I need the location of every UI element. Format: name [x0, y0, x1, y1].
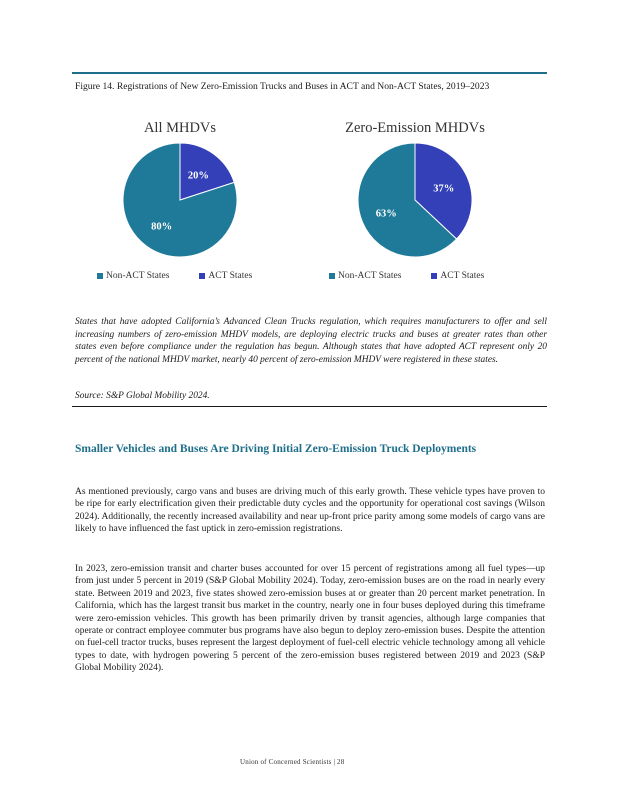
figure-source: Source: S&P Global Mobility 2024. — [75, 391, 210, 401]
pie1-group — [358, 143, 472, 257]
legend-item-non-act — [329, 271, 401, 281]
page-footer: Union of Concerned Scientists | 28 — [240, 758, 345, 766]
legend-label: ACT States — [440, 271, 485, 281]
legend-swatch-non-act — [97, 273, 103, 279]
legend-label: Non-ACT States — [106, 271, 170, 281]
chart-title-all-mhdvs: All MHDVs — [143, 120, 217, 136]
pie0-group — [123, 143, 237, 257]
legend-item-act — [199, 271, 252, 281]
pie-chart-all-mhdvs — [60, 138, 300, 268]
top-rule — [72, 72, 547, 74]
pie-data-label-act: 20% — [187, 170, 209, 182]
legend-label: ACT States — [208, 271, 253, 281]
chart-title-ze-mhdvs: Zero-Emission MHDVs — [345, 120, 485, 136]
section-heading: Smaller Vehicles and Buses Are Driving Initial Zero-Emission Truck Deployments — [75, 443, 477, 455]
pie-data-label-act: 37% — [433, 183, 455, 195]
legend-swatch-act — [199, 273, 205, 279]
paragraph-2: In 2023, zero-emission transit and charter buses accounted for over 15 percent of registrations among all fuel types—up from just under 5 percent in 2019 (S&P Global Mobility 2024). Today, zero-emission buses are on the road in nearly every state. Between 2019 and 2023, five states showed zero-emission buses at or greater than 20 percent market penetration. In California, which has the largest transit bus market in the country, nearly one in four buses deployed during this timeframe were zero-emission vehicles. This growth has been primarily driven by transit agencies, although large companies that operate or contract employee commuter bus programs have also begun to deploy zero-emission buses. Despite the attention on fuel-cell tractor trucks, buses represent the largest deployment of fuel-cell electric vehicle technology among all vehicle types to date, with hydrogen powering 5 percent of the zero-emission buses registered between 2019 and 2023 (S&P Global Mobility 2024). — [75, 564, 545, 674]
legend-swatch-act — [431, 273, 437, 279]
paragraph-1: As mentioned previously, cargo vans and buses are driving much of this early growth. These vehicle types have proven to be ripe for early electrification given their predictable duty cycles and the opportunity for operational cost savings (Wilson 2024). Additionally, the recently increased availability and near up-front price parity among some models of cargo vans are likely to have influenced the fast uptick in zero-emission registrations. — [75, 487, 545, 535]
section-rule — [72, 406, 547, 407]
legend-swatch-non-act — [329, 273, 335, 279]
legend-item-act — [431, 271, 484, 281]
legend-label: Non-ACT States — [338, 271, 402, 281]
figure-title: Figure 14. Registrations of New Zero-Emission Trucks and Buses in ACT and Non-ACT States, 2019–2023 — [75, 81, 490, 92]
pie-chart-ze-mhdvs — [295, 138, 535, 268]
pie-data-label-non-act: 63% — [375, 208, 397, 220]
figure-note: States that have adopted California’s Advanced Clean Trucks regulation, which requires manufacturers to offer and sell increasing numbers of zero-emission MHDV models, are deploying electric trucks and buses at greater rates than other states even before compliance under the regulation has begun. Although states that have adopted ACT represent only 20 percent of the national MHDV market, nearly 40 percent of zero-emission MHDV were registered in these states. — [75, 317, 547, 365]
legend-item-non-act — [97, 271, 169, 281]
legend-all-mhdvs — [97, 271, 252, 281]
pie-data-label-non-act: 80% — [151, 221, 173, 233]
legend-ze-mhdvs — [329, 271, 484, 281]
